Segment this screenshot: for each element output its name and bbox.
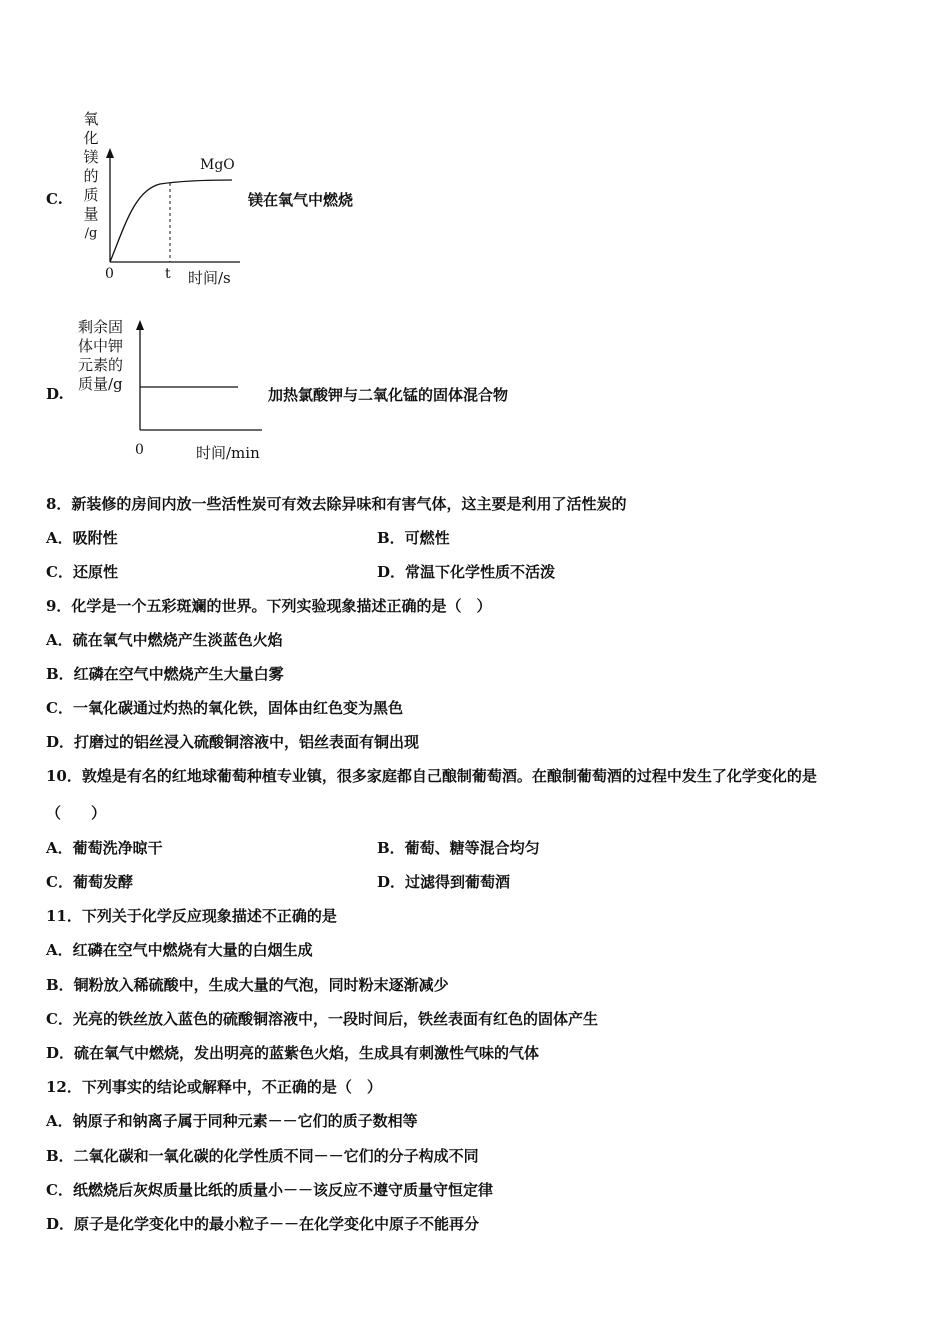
graph-c-y-unit: /g — [84, 226, 98, 241]
graph-c-y-char: 的 — [83, 167, 99, 185]
question-8-option-d: D．常温下化学性质不活泼 — [377, 563, 556, 581]
question-10-stem: 10．敦煌是有名的红地球葡萄种植专业镇，很多家庭都自己酿制葡萄酒。在酿制葡萄酒的过程中发生了化学变化的是 — [46, 767, 817, 785]
graph-d-y-arrow — [136, 320, 144, 330]
question-11-stem: 11．下列关于化学反应现象描述不正确的是 — [46, 907, 337, 925]
question-8-stem: 8．新装修的房间内放一些活性炭可有效去除异味和有害气体，这主要是利用了活性炭的 — [46, 495, 627, 513]
question-12-option-a: A．钠原子和钠离子属于同种元素－－它们的质子数相等 — [46, 1112, 418, 1130]
option-c-label: C. — [46, 190, 63, 208]
question-9-stem: 9．化学是一个五彩斑斓的世界。下列实验现象描述正确的是（ ） — [46, 597, 492, 615]
question-11-option-b: B．铜粉放入稀硫酸中，生成大量的气泡，同时粉末逐渐减少 — [46, 976, 449, 994]
question-8-option-c: C．还原性 — [46, 563, 118, 581]
question-11-option-d: D．硫在氧气中燃烧，发出明亮的蓝紫色火焰，生成具有刺激性气味的气体 — [46, 1044, 540, 1062]
question-9-option-d: D．打磨过的铝丝浸入硫酸铜溶液中，铝丝表面有铜出现 — [46, 733, 420, 751]
graph-d-caption: 加热氯酸钾与二氧化锰的固体混合物 — [268, 386, 509, 404]
question-10-option-b: B．葡萄、糖等混合均匀 — [377, 839, 540, 857]
question-10-stem-continued: （ ） — [46, 804, 107, 822]
question-8-option-a: A．吸附性 — [46, 529, 118, 547]
graph-d-y-line: 剩余固 — [78, 318, 124, 336]
graph-c-curve-label: MgO — [200, 157, 235, 173]
graph-c-y-char: 化 — [83, 129, 99, 147]
graph-c-y-char: 氧 — [83, 110, 99, 128]
option-d-label: D. — [46, 385, 64, 403]
question-10-option-a: A．葡萄洗净晾干 — [46, 839, 163, 857]
graph-d-y-line: 质量/g — [78, 375, 123, 393]
graph-c-x-label: 时间/s — [188, 269, 231, 287]
question-10-option-d: D．过滤得到葡萄酒 — [377, 873, 511, 891]
question-12-stem: 12．下列事实的结论或解释中，不正确的是（ ） — [46, 1078, 382, 1096]
question-12-option-c: C．纸燃烧后灰烬质量比纸的质量小－－该反应不遵守质量守恒定律 — [46, 1181, 493, 1199]
question-11-option-a: A．红磷在空气中燃烧有大量的白烟生成 — [46, 941, 313, 959]
graph-d-x-label: 时间/min — [196, 444, 260, 462]
question-11-option-c: C．光亮的铁丝放入蓝色的硫酸铜溶液中，一段时间后，铁丝表面有红色的固体产生 — [46, 1010, 598, 1028]
graph-c-t-tick: t — [165, 266, 171, 282]
question-12-option-d: D．原子是化学变化中的最小粒子－－在化学变化中原子不能再分 — [46, 1215, 480, 1233]
graph-c-y-char: 镁 — [83, 148, 99, 166]
graph-c-y-char: 质 — [83, 186, 99, 204]
graph-d-y-line: 体中钾 — [78, 337, 124, 355]
question-9-option-b: B．红磷在空气中燃烧产生大量白雾 — [46, 665, 284, 683]
question-9-option-a: A．硫在氧气中燃烧产生淡蓝色火焰 — [46, 631, 283, 649]
question-9-option-c: C．一氧化碳通过灼热的氧化铁，固体由红色变为黑色 — [46, 699, 403, 717]
graph-d-origin: 0 — [135, 442, 144, 458]
graph-c-origin: 0 — [105, 266, 114, 282]
graph-c-caption: 镁在氧气中燃烧 — [248, 191, 354, 209]
question-10-option-c: C．葡萄发酵 — [46, 873, 133, 891]
question-12-option-b: B．二氧化碳和一氧化碳的化学性质不同－－它们的分子构成不同 — [46, 1147, 479, 1165]
graph-d-y-line: 元素的 — [78, 356, 124, 374]
graph-c-y-char: 量 — [83, 205, 99, 223]
question-8-option-b: B．可燃性 — [377, 529, 450, 547]
